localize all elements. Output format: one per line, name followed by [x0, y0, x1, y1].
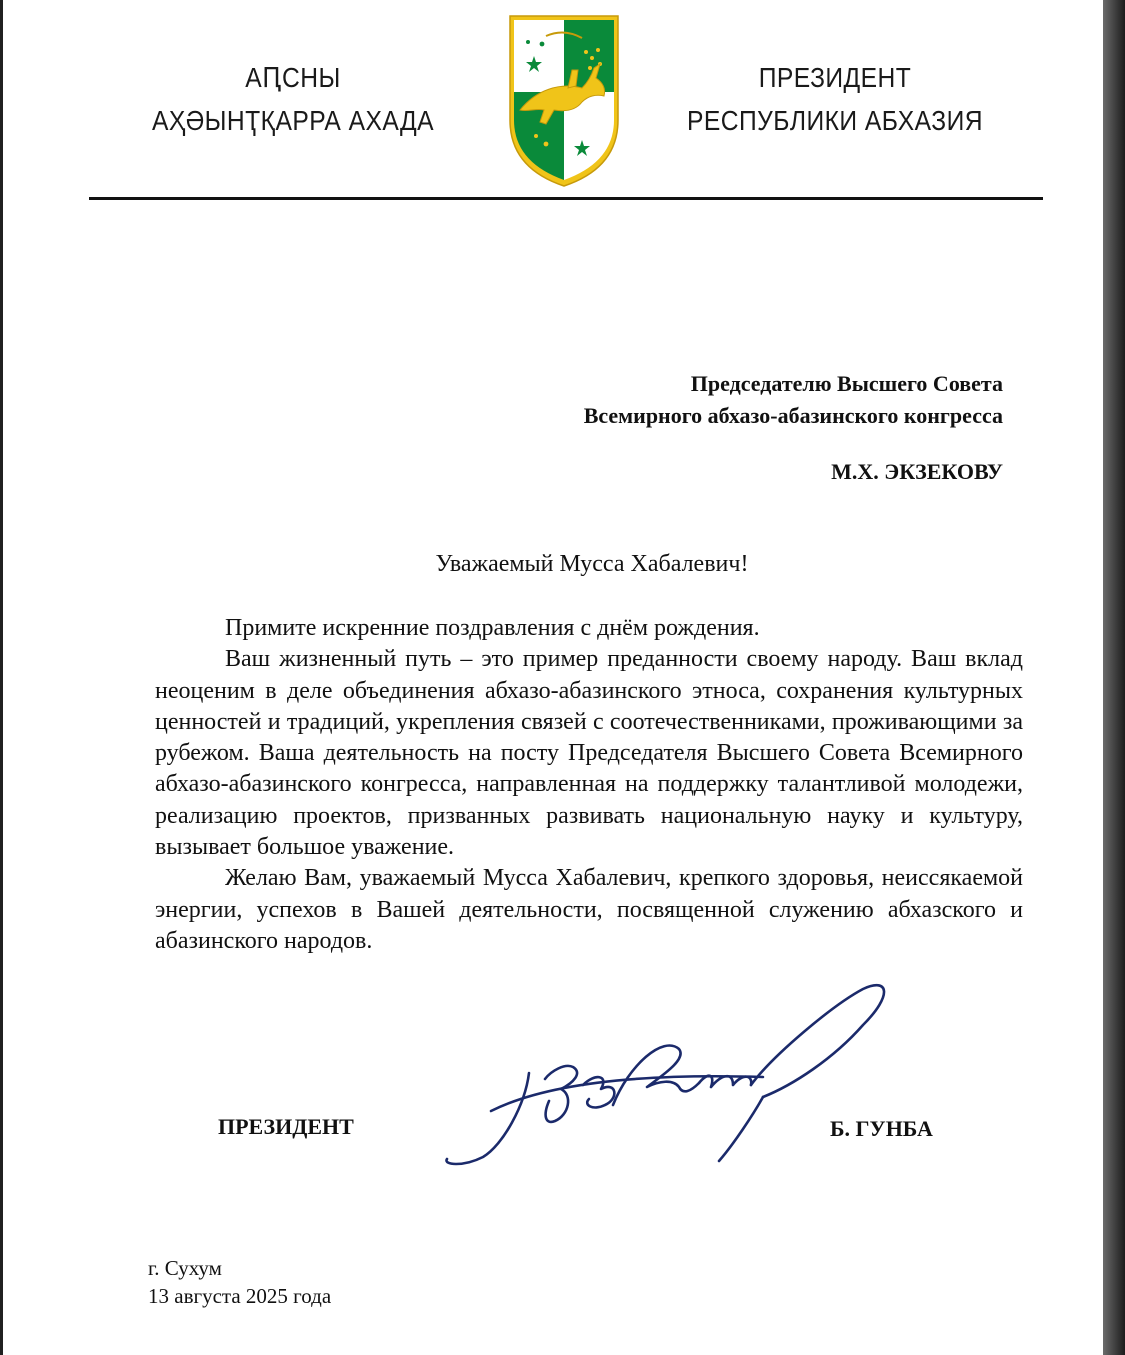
- signatory-name: Б. ГУНБА: [830, 1116, 933, 1141]
- city: г. Сухум: [148, 1256, 222, 1280]
- header-left-abkhaz: [135, 56, 452, 142]
- signatory-title: ПРЕЗИДЕНТ: [218, 1114, 354, 1139]
- handwritten-signature-icon: [433, 975, 903, 1175]
- header-right-line1: ПРЕЗИДЕНТ: [758, 62, 912, 93]
- addressee-name: М.Х. ЭКЗЕКОВУ: [831, 459, 1003, 484]
- header-right-russian: [666, 56, 1004, 142]
- header-right-line2: РЕСПУБЛИКИ АБХАЗИЯ: [687, 105, 983, 136]
- place-and-date: [148, 1254, 331, 1310]
- body-paragraph: Ваш жизненный путь – это пример преданности своему народу. Ваш вклад неоценим в деле объединения абхазо-абазинского этноса, сохранения культурных ценностей и традиций, укрепления связей с соотечественниками, проживающими за рубежом. Ваша деятельность на посту Председателя Высшего Совета Всемирного абхазо-абазинского конгресса, направленная на поддержку талантливой молодежи, реализацию проектов, призванных развивать национальную науку и культуру, вызывает большое уважение.: [155, 646, 1023, 861]
- addressee-block: [403, 368, 1003, 432]
- body-paragraph: Желаю Вам, уважаемый Мусса Хабалевич, крепкого здоровья, неиссякаемой энергии, успехов в Вашей деятельности, посвященной служению абхазского и абазинского народов.: [155, 865, 1023, 954]
- letter-body: [155, 613, 1023, 957]
- addressee-line1: Председателю Высшего Совета: [690, 371, 1003, 396]
- addressee-line2: Всемирного абхазо-абазинского конгресса: [583, 403, 1003, 428]
- header-left-line1: АԤСНЫ: [245, 62, 341, 93]
- page-edge-shadow: [1103, 0, 1125, 1355]
- greeting: Уважаемый Мусса Хабалевич!: [435, 551, 749, 577]
- body-paragraph: Примите искренние поздравления с днём рождения.: [225, 615, 760, 641]
- date: 13 августа 2025 года: [148, 1284, 332, 1308]
- header-left-line2: АҲӘЫНҬҚАРРА АХАДА: [151, 105, 435, 136]
- abkhazia-coat-of-arms-icon: [506, 12, 622, 188]
- header-divider: [89, 197, 1043, 200]
